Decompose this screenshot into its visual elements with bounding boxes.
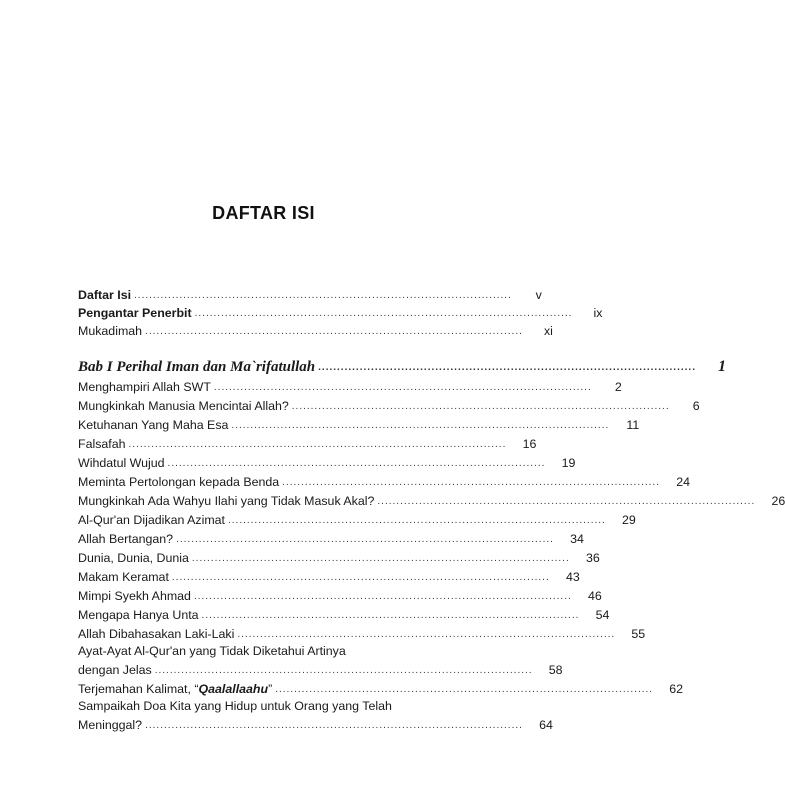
toc-entry[interactable]	[78, 713, 553, 733]
toc-entry-page: 64	[539, 718, 553, 732]
toc-entry-label: Allah Bertangan?	[78, 532, 174, 546]
toc-entry-page: 62	[669, 682, 684, 696]
toc-entry-label: Menghampiri Allah SWT	[78, 380, 211, 394]
toc-entry[interactable]	[78, 375, 622, 395]
toc-entry-label: Daftar Isi	[78, 288, 132, 302]
toc-entry-page: 16	[522, 437, 537, 451]
toc-entry[interactable]	[78, 584, 602, 604]
toc-entry-page: 11	[626, 418, 640, 432]
toc-leader-dots: ....................................................................................................	[237, 629, 616, 640]
toc-entry-page: ix	[593, 306, 603, 320]
toc-entry-page: 29	[622, 513, 636, 527]
toc-leader-dots: ....................................................................................................	[227, 515, 606, 526]
toc-leader-dots: ....................................................................................................	[318, 362, 696, 373]
toc-entry-page: 6	[692, 399, 700, 413]
toc-entry-label: dengan Jelas	[78, 663, 152, 677]
toc-entry-page: 43	[565, 570, 580, 584]
toc-entry-label: Mukadimah	[78, 324, 143, 338]
toc-entry-page: xi	[543, 324, 553, 338]
toc-entry-page: 2	[614, 380, 622, 394]
toc-entry[interactable]	[78, 394, 700, 414]
toc-entry-label-suffix: ”	[268, 682, 273, 696]
toc-chapter-label: Bab I Perihal Iman dan Ma`rifatullah	[78, 359, 316, 375]
toc-entry-label: Dunia, Dunia, Dunia	[78, 551, 189, 565]
toc-leader-dots: ....................................................................................................	[291, 401, 670, 412]
toc-entry-page: 34	[570, 532, 584, 546]
toc-entry-page: v	[535, 288, 542, 302]
toc-entry[interactable]	[78, 622, 646, 642]
toc-entry-label: Allah Dibahasakan Laki-Laki	[78, 627, 235, 641]
toc-entry-page: 58	[548, 663, 563, 677]
toc-entry-label: Meminta Pertolongan kepada Benda	[78, 475, 280, 489]
toc-entry-mukadimah[interactable]	[78, 319, 553, 339]
toc-entry[interactable]	[78, 677, 684, 697]
toc-entry-label: Meninggal?	[78, 718, 143, 732]
page-title: DAFTAR ISI	[212, 203, 315, 223]
toc-entry[interactable]	[78, 489, 785, 509]
toc-entry-label: Pengantar Penerbit	[78, 306, 192, 320]
toc-chapter-page: 1	[717, 358, 726, 375]
toc-entry[interactable]	[78, 451, 576, 471]
toc-leader-dots: ....................................................................................................	[167, 458, 546, 469]
toc-leader-dots: ....................................................................................................	[275, 684, 654, 695]
toc-entry-label: Al-Qur'an Dijadikan Azimat	[78, 513, 225, 527]
toc-entry-page: 19	[561, 456, 576, 470]
toc-entry-label: Mengapa Hanya Unta	[78, 608, 199, 622]
toc-leader-dots: ....................................................................................................	[201, 610, 580, 621]
toc-entry-page: 24	[676, 475, 690, 489]
toc-leader-dots: ....................................................................................................	[191, 553, 570, 564]
toc-leader-dots: ....................................................................................................	[377, 496, 756, 507]
toc-leader-dots: ....................................................................................................	[213, 382, 592, 393]
toc-entry-label: Makam Keramat	[78, 570, 169, 584]
toc-entry[interactable]	[78, 470, 690, 490]
toc-entry-line-1[interactable]	[78, 641, 462, 659]
toc-leader-dots: ....................................................................................................	[145, 720, 523, 731]
toc-entry[interactable]	[78, 413, 640, 433]
toc-leader-dots: ....................................................................................................	[145, 326, 523, 337]
toc-entry-page: 36	[585, 551, 600, 565]
toc-leader-dots: ....................................................................................................	[171, 572, 550, 583]
toc-leader-dots: ....................................................................................................	[193, 591, 572, 602]
toc-entry[interactable]	[78, 432, 537, 452]
toc-entry-page: 26	[771, 494, 785, 508]
toc-entry-label: Sampaikah Doa Kita yang Hidup untuk Orang yang Telah	[78, 699, 392, 713]
toc-entry-label: Mimpi Syekh Ahmad	[78, 589, 191, 603]
toc-entry-label: Mungkinkah Manusia Mencintai Allah?	[78, 399, 289, 413]
toc-entry[interactable]	[78, 565, 580, 585]
toc-entry[interactable]	[78, 527, 584, 547]
toc-entry-label: Ketuhanan Yang Maha Esa	[78, 418, 229, 432]
toc-entry[interactable]	[78, 658, 563, 678]
toc-entry-page: 55	[631, 627, 646, 641]
toc-entry-page: 46	[587, 589, 602, 603]
toc-entry[interactable]	[78, 546, 600, 566]
toc-entry-label: Wihdatul Wujud	[78, 456, 165, 470]
toc-entry-label: Ayat-Ayat Al-Qur'an yang Tidak Diketahui Artinya	[78, 644, 346, 658]
toc-chapter-1[interactable]	[78, 353, 726, 375]
toc-entry-label-prefix: Terjemahan Kalimat, “	[78, 682, 199, 696]
toc-leader-dots: ....................................................................................................	[282, 477, 660, 488]
toc-entry-label	[78, 681, 272, 697]
toc-entry-label-italic: Qaalallaahu	[198, 682, 269, 696]
toc-entry-daftar-isi[interactable]	[78, 283, 542, 303]
toc-leader-dots: ....................................................................................................	[134, 290, 512, 301]
toc-leader-dots: ....................................................................................................	[154, 665, 533, 676]
toc-entry-pengantar-penerbit[interactable]	[78, 301, 603, 321]
toc-leader-dots: ....................................................................................................	[176, 534, 554, 545]
toc-leader-dots: ....................................................................................................	[128, 439, 507, 450]
toc-leader-dots: ....................................................................................................	[194, 308, 573, 319]
toc-entry[interactable]	[78, 508, 636, 528]
toc-entry[interactable]	[78, 603, 610, 623]
toc-leader-dots: ....................................................................................................	[231, 420, 610, 431]
toc-entry-label: Falsafah	[78, 437, 126, 451]
toc-entry-line-1[interactable]	[78, 696, 462, 714]
toc-entry-page: 54	[595, 608, 610, 622]
toc-entry-label: Mungkinkah Ada Wahyu Ilahi yang Tidak Masuk Akal?	[78, 494, 375, 508]
